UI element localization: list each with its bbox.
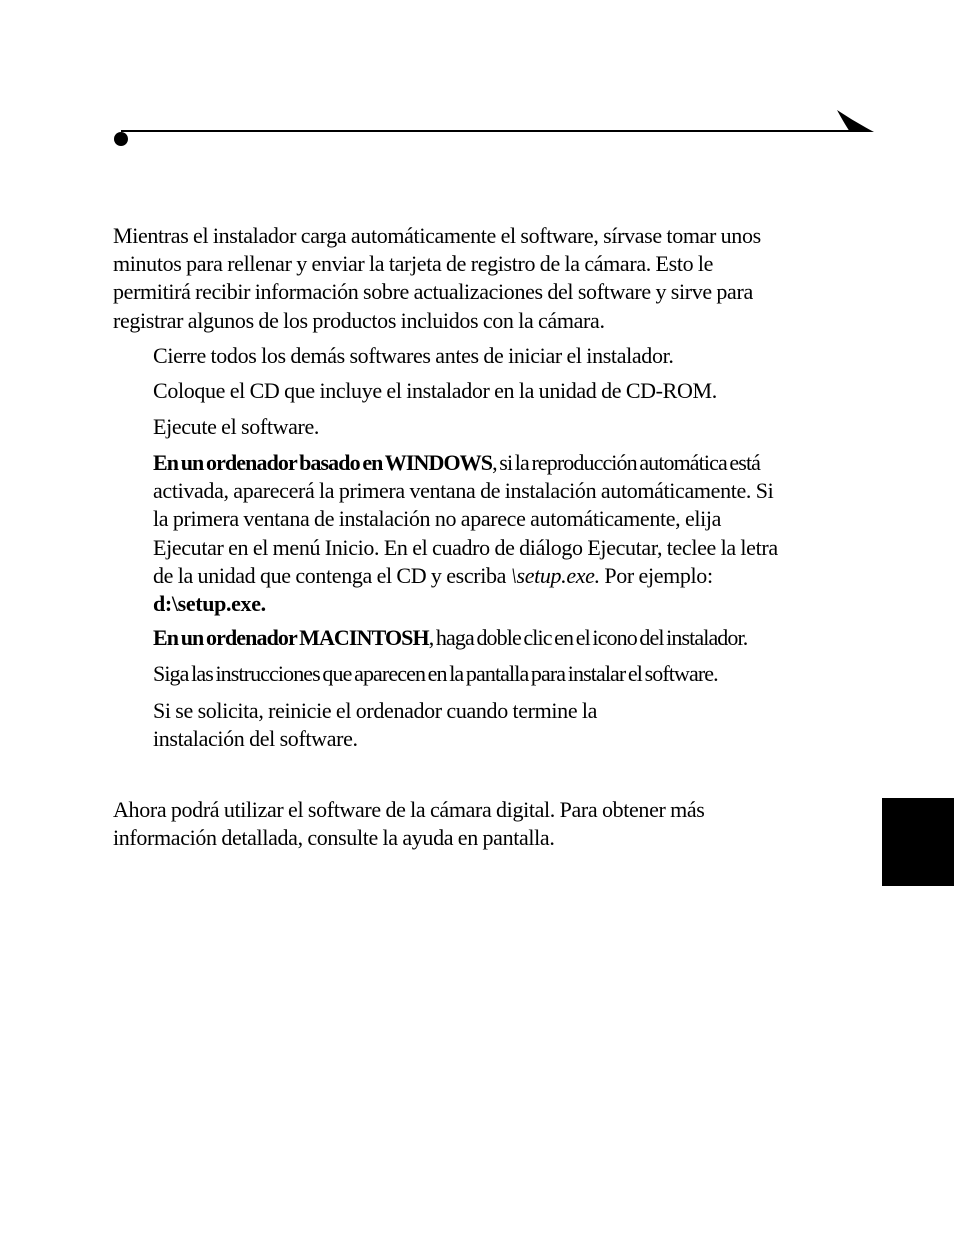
windows-line-5-start: de la unidad que contenga el CD y escriba: [153, 562, 511, 588]
intro-paragraph: [113, 222, 761, 335]
step-close-apps: [153, 342, 674, 370]
header-rule: [110, 108, 876, 148]
macintosh-label: En un ordenador MACINTOSH: [153, 625, 429, 650]
setup-command: \setup.exe.: [510, 562, 600, 588]
step-run-software: [153, 413, 319, 441]
step-text: Siga las instrucciones que aparecen en la pantalla para instalar el software.: [153, 661, 718, 686]
outro-line: información detallada, consulte la ayuda en pantalla.: [113, 825, 555, 851]
setup-example: d:\setup.exe.: [153, 591, 266, 617]
step-text: Ejecute el software.: [153, 414, 320, 439]
restart-line-2: instalación del software.: [153, 726, 358, 752]
intro-line: permitirá recibir información sobre actualizaciones del software y sirve para: [113, 279, 753, 305]
step-macintosh: [153, 624, 747, 652]
macintosh-line: [153, 624, 747, 652]
macintosh-rest: , haga doble clic en el icono del instalador.: [428, 625, 748, 650]
header-bullet-icon: [114, 132, 128, 146]
header-arrow-icon: [837, 110, 874, 132]
step-insert-cd: [153, 377, 717, 405]
windows-line-5-end: Por ejemplo:: [599, 562, 713, 588]
windows-label: En un ordenador basado en WINDOWS: [153, 450, 493, 475]
step-text: Coloque el CD que incluye el instalador en la unidad de CD-ROM.: [153, 378, 717, 403]
outro-line: Ahora podrá utilizar el software de la cámara digital. Para obtener más: [113, 797, 705, 822]
windows-line-4: Ejecutar en el menú Inicio. En el cuadro de diálogo Ejecutar, teclee la letra: [153, 534, 778, 560]
section-tab-marker: [882, 798, 954, 886]
windows-line-5: [153, 562, 778, 590]
windows-line-2: activada, aparecerá la primera ventana de instalación automáticamente. Si: [153, 478, 774, 504]
step-text: Cierre todos los demás softwares antes de iniciar el instalador.: [153, 343, 674, 368]
step-follow-instructions: [153, 660, 718, 688]
windows-line-3: la primera ventana de instalación no aparece automáticamente, elija: [153, 506, 722, 532]
intro-line: minutos para rellenar y enviar la tarjeta de registro de la cámara. Esto le: [113, 251, 714, 277]
windows-line-1-rest: , si la reproducción automática está: [492, 450, 761, 475]
intro-line: registrar algunos de los productos incluidos con la cámara.: [113, 307, 605, 333]
step-windows: [153, 449, 778, 618]
intro-line: Mientras el instalador carga automáticamente el software, sírvase tomar unos: [113, 223, 761, 248]
restart-line-1: Si se solicita, reinicie el ordenador cuando termine la: [153, 698, 598, 723]
outro-paragraph: [113, 796, 705, 852]
step-restart: [153, 697, 597, 753]
windows-line-1: [153, 449, 778, 477]
